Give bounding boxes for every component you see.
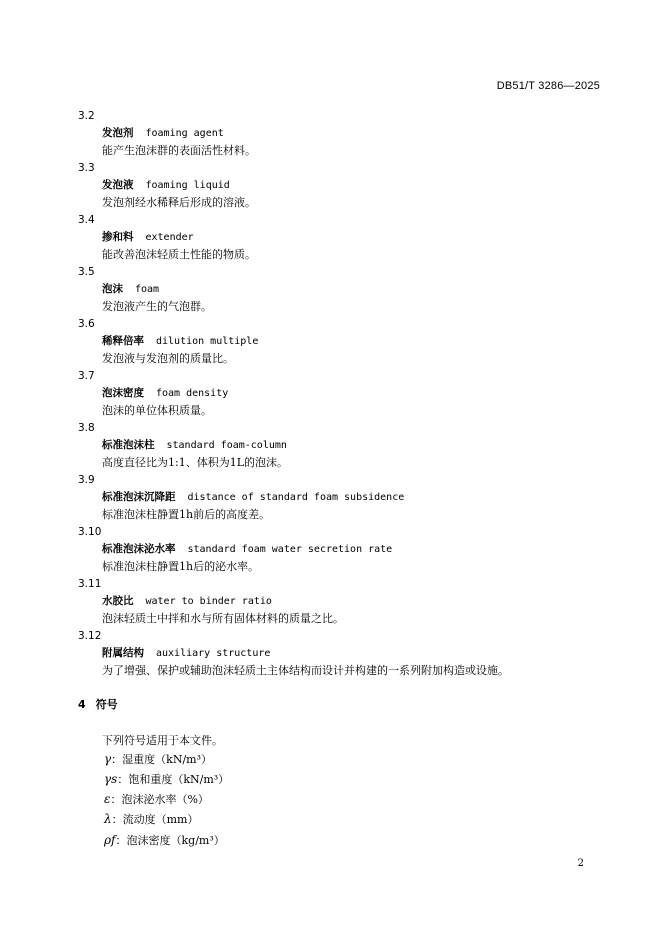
symbol-description: ：饱和重度（kN/m³） [117, 773, 230, 786]
term-entry [78, 472, 618, 524]
term-title [102, 489, 618, 506]
term-number: 3.5 [78, 266, 95, 278]
term-name-en: standard foam water secretion rate [187, 544, 393, 555]
term-number: 3.8 [78, 422, 95, 434]
symbol-entry [104, 832, 225, 848]
term-number: 3.9 [78, 474, 95, 486]
term-name-en: auxiliary structure [156, 648, 271, 659]
symbol-description: ：泡沫泌水率（%） [110, 793, 209, 806]
symbol-description: ：泡沫密度（kg/m³） [115, 834, 225, 847]
term-name-cn: 标准泡沫柱 [102, 439, 155, 451]
term-number: 3.7 [78, 370, 95, 382]
term-definition: 发泡液产生的气泡群。 [102, 300, 212, 313]
term-number: 3.4 [78, 214, 95, 226]
term-definition: 泡沫的单位体积质量。 [102, 404, 212, 417]
term-name-en: foaming liquid [145, 180, 230, 191]
term-number: 3.6 [78, 318, 95, 330]
page-number: 2 [577, 858, 584, 869]
term-name-cn: 掺和料 [102, 231, 134, 243]
term-name-en: foaming agent [145, 128, 224, 139]
term-name-cn: 泡沫密度 [102, 387, 144, 399]
term-title [102, 645, 618, 662]
term-entry [78, 420, 618, 472]
term-number: 3.2 [78, 110, 95, 122]
symbol-entry [104, 751, 212, 767]
symbol-entry [104, 811, 198, 827]
term-entry [78, 264, 618, 316]
term-entry [78, 628, 618, 680]
term-title [102, 385, 618, 402]
symbol: γs [104, 772, 118, 786]
term-definition: 能产生泡沫群的表面活性材料。 [102, 144, 256, 157]
term-name-en: water to binder ratio [145, 596, 272, 607]
term-definition: 标准泡沫柱静置1h后的泌水率。 [102, 560, 260, 573]
term-name-en: standard foam-column [166, 440, 287, 451]
symbol-description: ：流动度（mm） [111, 813, 199, 826]
term-definition: 标准泡沫柱静置1h前后的高度差。 [102, 508, 271, 521]
term-name-cn: 发泡液 [102, 179, 134, 191]
term-definition: 发泡剂经水稀释后形成的溶液。 [102, 196, 256, 209]
term-title [102, 333, 618, 350]
term-name-cn: 水胶比 [102, 595, 134, 607]
term-title [102, 125, 618, 142]
term-definition: 发泡液与发泡剂的质量比。 [102, 352, 234, 365]
term-name-en: foam [135, 284, 160, 295]
term-number: 3.12 [78, 630, 102, 642]
term-name-cn: 附属结构 [102, 647, 144, 659]
term-title [102, 229, 618, 246]
document-code-header: DB51/T 3286—2025 [496, 80, 600, 92]
term-name-cn: 标准泡沫泌水率 [102, 543, 176, 555]
term-title [102, 593, 618, 610]
term-name-cn: 泡沫 [102, 283, 123, 295]
term-name-en: distance of standard foam subsidence [187, 492, 405, 503]
section-title: 符号 [95, 698, 118, 711]
term-title [102, 177, 618, 194]
term-name-cn: 稀释倍率 [102, 335, 144, 347]
term-entry [78, 108, 618, 160]
term-definition: 高度直径比为1:1、体积为1L的泡沫。 [102, 456, 289, 469]
term-number: 3.3 [78, 162, 95, 174]
term-entry [78, 524, 618, 576]
term-title [102, 437, 618, 454]
term-title [102, 281, 618, 298]
symbol-entry [104, 771, 229, 787]
symbol-description: ：湿重度（kN/m³） [111, 753, 213, 766]
term-title [102, 541, 618, 558]
term-entry [78, 368, 618, 420]
symbol: ε [104, 792, 111, 806]
section-heading [78, 696, 118, 712]
term-definition: 为了增强、保护或辅助泡沫轻质土主体结构而设计并构建的一系列附加构造或设施。 [102, 664, 509, 677]
term-name-en: foam density [156, 388, 229, 399]
section-intro: 下列符号适用于本文件。 [102, 734, 223, 747]
term-entry [78, 212, 618, 264]
term-definition: 能改善泡沫轻质土性能的物质。 [102, 248, 256, 261]
symbol: λ [104, 812, 112, 826]
term-definition: 泡沫轻质土中拌和水与所有固体材料的质量之比。 [102, 612, 344, 625]
term-name-cn: 标准泡沫沉降距 [102, 491, 176, 503]
term-entry [78, 576, 618, 628]
term-entry [78, 316, 618, 368]
term-number: 3.10 [78, 526, 102, 538]
section-number: 4 [78, 698, 86, 711]
term-name-en: extender [145, 232, 194, 243]
term-name-cn: 发泡剂 [102, 127, 134, 139]
term-name-en: dilution multiple [156, 336, 259, 347]
symbol: γ [104, 752, 112, 766]
symbol: ρf [104, 833, 116, 847]
term-number: 3.11 [78, 578, 102, 590]
term-entry [78, 160, 618, 212]
symbol-entry [104, 791, 209, 807]
